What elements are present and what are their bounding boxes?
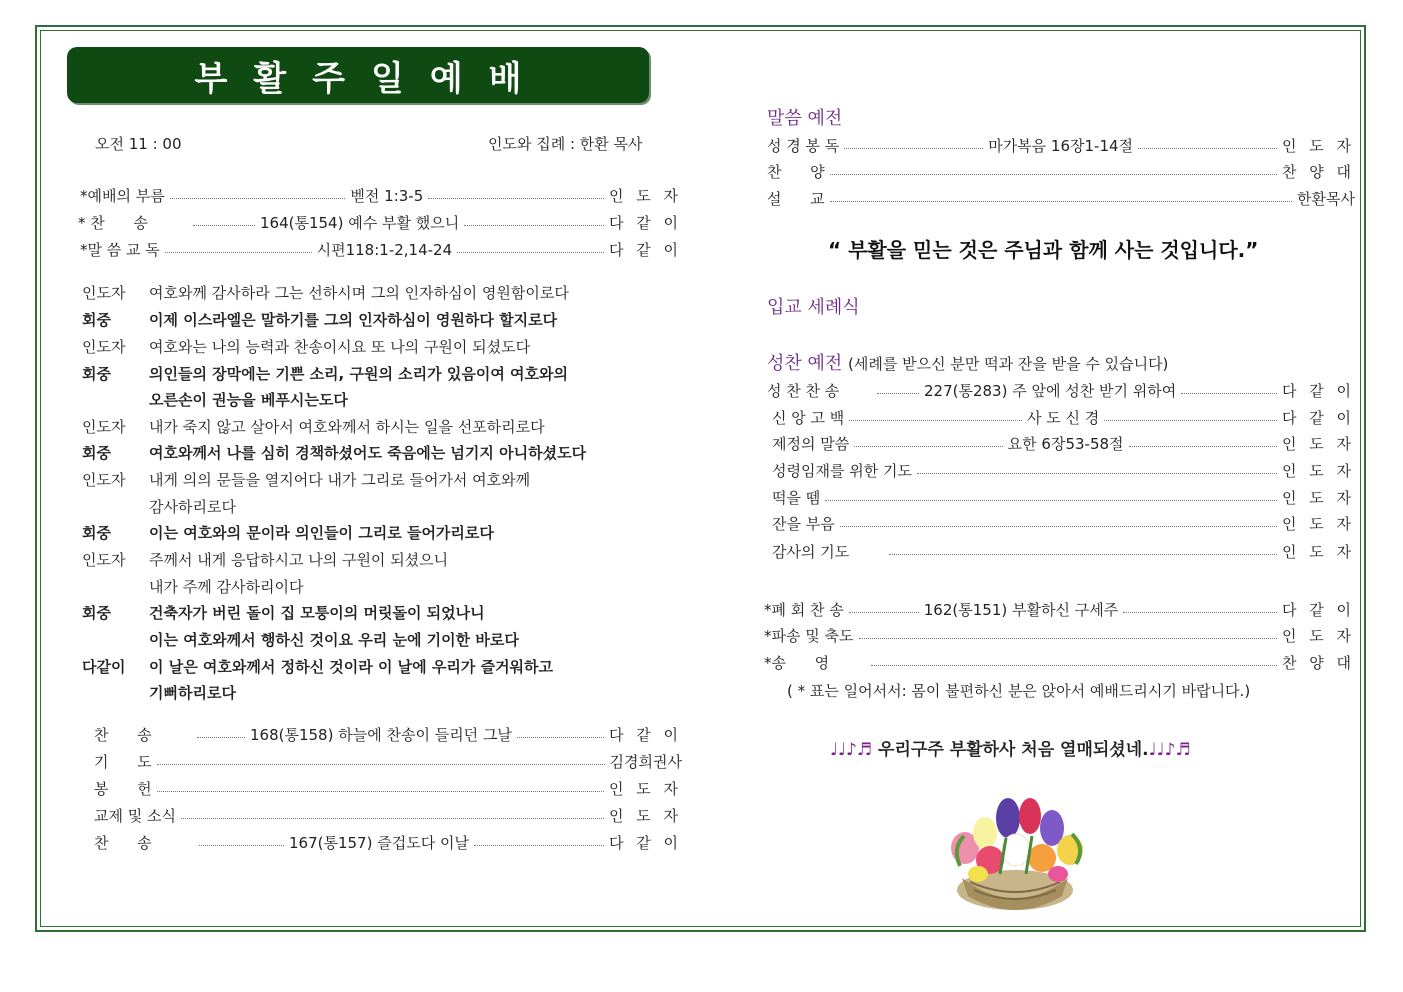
- dot-leader: [840, 526, 1277, 527]
- order-row-doxology: [764, 653, 1355, 673]
- order-detail: 162(통151) 부활하신 구세주: [923, 601, 1119, 619]
- order-row-hymn: [78, 213, 682, 233]
- reading-line: 이는 여호와께서 행하신 것이요 우리 눈에 기이한 바로다: [149, 631, 519, 649]
- service-leader: 인도와 집례 : 한환 목사: [488, 135, 643, 153]
- title-banner: [67, 47, 649, 103]
- order-role: 다 같 이: [1281, 382, 1355, 400]
- order-detail: 164(통154) 예수 부활 했으니: [260, 214, 460, 232]
- order-row-call-to-worship: [80, 186, 682, 206]
- order-row-hymn-2: [94, 725, 682, 745]
- dot-leader: [517, 737, 604, 738]
- page-title: 부활주일예배: [194, 58, 548, 99]
- order-role: 인 도 자: [608, 807, 682, 825]
- dot-leader: [1104, 420, 1277, 421]
- reading-line: 의인들의 장막에는 기쁜 소리, 구원의 소리가 있음이여 여호와의: [149, 365, 568, 383]
- order-label: 떡을 뗌: [772, 489, 821, 507]
- reading-speaker: 인도자: [82, 551, 126, 569]
- order-role: 찬 양 대: [1281, 163, 1355, 181]
- order-role: 인 도 자: [608, 187, 682, 205]
- order-label: 성령임재를 위한 기도: [772, 462, 912, 480]
- reading-line: 이제 이스라엘은 말하기를 그의 인자하심이 영원하다 할지로다: [149, 311, 558, 329]
- dot-leader: [428, 198, 604, 199]
- dot-leader: [170, 198, 346, 199]
- order-detail: 227(통283) 주 앞에 성찬 받기 위하여: [924, 382, 1177, 400]
- order-detail: 168(통158) 하늘에 찬송이 들리던 그날: [250, 726, 512, 744]
- order-row-responsive-reading: [80, 240, 682, 260]
- dot-leader: [1123, 612, 1277, 613]
- dot-leader: [457, 252, 604, 253]
- dot-leader: [830, 201, 1292, 202]
- order-row-offering: [94, 779, 682, 799]
- reading-speaker: 회중: [82, 311, 111, 329]
- order-label: 찬 송: [94, 726, 152, 744]
- dot-leader: [844, 148, 983, 149]
- order-label: 찬 양: [767, 163, 825, 181]
- order-role: 인 도 자: [1281, 627, 1355, 645]
- order-detail: 167(통157) 즐겁도다 이날: [289, 834, 469, 852]
- order-role: 인 도 자: [1281, 543, 1355, 561]
- reading-speaker: 회중: [82, 444, 111, 462]
- order-detail: 시편118:1-2,14-24: [316, 241, 453, 259]
- dot-leader: [917, 473, 1277, 474]
- order-label: 설 교: [767, 190, 825, 208]
- dot-leader: [464, 225, 604, 226]
- order-role: 다 같 이: [1281, 601, 1355, 619]
- reading-line: 내가 죽지 않고 살아서 여호와께서 하시는 일을 선포하리로다: [149, 418, 545, 436]
- reading-line: 기뻐하리로다: [149, 684, 236, 702]
- dot-leader: [877, 393, 919, 394]
- order-label: 감사의 기도: [772, 543, 850, 561]
- section-title-baptism: 입교 세례식: [767, 297, 860, 318]
- order-row-benediction: [764, 626, 1355, 646]
- order-role: 인 도 자: [1281, 515, 1355, 533]
- order-label: 찬 송: [94, 834, 152, 852]
- reading-line: 주께서 내게 응답하시고 나의 구원이 되셨으니: [149, 551, 449, 569]
- order-label: *예배의 부름: [80, 187, 165, 205]
- order-row-closing-hymn: [764, 600, 1355, 620]
- order-row-thanksgiving: [772, 542, 1355, 562]
- order-role: 인 도 자: [608, 780, 682, 798]
- order-detail: 요한 6장53-58절: [1007, 435, 1124, 453]
- order-label: 봉 헌: [94, 780, 152, 798]
- order-label: * 찬 송: [78, 214, 148, 232]
- service-time: 오전 11 : 00: [95, 135, 182, 153]
- order-role: 다 같 이: [608, 214, 682, 232]
- order-label: 교제 및 소식: [94, 807, 176, 825]
- standing-note: ( * 표는 일어서서: 몸이 불편하신 분은 앉아서 예배드리시기 바랍니다.): [787, 682, 1251, 700]
- order-role: 다 같 이: [608, 834, 682, 852]
- dot-leader: [181, 818, 604, 819]
- reading-speaker: 인도자: [82, 284, 126, 302]
- dot-leader: [871, 665, 1277, 666]
- dot-leader: [825, 500, 1277, 501]
- section-title-word: 말씀 예전: [767, 108, 843, 129]
- dot-leader: [165, 252, 312, 253]
- reading-line: 여호와는 나의 능력과 찬송이시요 또 나의 구원이 되셨도다: [149, 338, 531, 356]
- order-label: *파송 및 축도: [764, 627, 854, 645]
- reading-speaker: 회중: [82, 365, 111, 383]
- dot-leader: [157, 764, 605, 765]
- dot-leader: [889, 554, 1277, 555]
- order-row-epiclesis: [772, 461, 1355, 481]
- dot-leader: [849, 612, 919, 613]
- music-notes-icon: ♩♩♪♬: [830, 740, 873, 760]
- order-row-creed: [772, 408, 1355, 428]
- dot-leader: [1138, 148, 1277, 149]
- flower-basket-illustration: [930, 778, 1100, 913]
- dot-leader: [849, 420, 1022, 421]
- reading-speaker: 회중: [82, 604, 111, 622]
- order-role: 인 도 자: [1281, 489, 1355, 507]
- dot-leader: [859, 638, 1277, 639]
- dot-leader: [830, 174, 1277, 175]
- reading-speaker: 회중: [82, 524, 111, 542]
- closing-hymn-line: [830, 735, 1191, 760]
- sermon-quote: “ 부활을 믿는 것은 주님과 함께 사는 것입니다.”: [828, 238, 1259, 262]
- communion-subtitle: (세례를 받으신 분만 떡과 잔을 받을 수 있습니다): [848, 355, 1169, 373]
- order-label: 기 도: [94, 753, 152, 771]
- order-row-choir: [767, 162, 1355, 182]
- order-label: *송 영: [764, 654, 830, 672]
- order-label: 잔을 부음: [772, 515, 835, 533]
- order-detail: 벧전 1:3-5: [350, 187, 424, 205]
- order-role: 다 같 이: [608, 726, 682, 744]
- reading-line: 감사하리로다: [149, 498, 236, 516]
- order-role: 김경희권사: [609, 753, 682, 771]
- reading-line: 여호와께 감사하라 그는 선하시며 그의 인자하심이 영원함이로다: [149, 284, 569, 302]
- order-detail: 사 도 신 경: [1027, 409, 1100, 427]
- dot-leader: [157, 791, 604, 792]
- reading-speaker: 인도자: [82, 418, 126, 436]
- reading-line: 건축자가 버린 돌이 집 모퉁이의 머릿돌이 되었나니: [149, 604, 485, 622]
- dot-leader: [193, 225, 255, 226]
- reading-line: 내가 주께 감사하리이다: [149, 578, 304, 596]
- dot-leader: [474, 845, 604, 846]
- order-row-pouring-cup: [772, 514, 1355, 534]
- order-role: 인 도 자: [1281, 462, 1355, 480]
- communion-title: 성찬 예전: [767, 353, 843, 374]
- reading-line: 오른손이 권능을 베푸시는도다: [149, 391, 348, 409]
- order-label: 신 앙 고 백: [772, 409, 845, 427]
- reading-speaker: 인도자: [82, 338, 126, 356]
- reading-line: 내게 의의 문들을 열지어다 내가 그리로 들어가서 여호와께: [149, 471, 531, 489]
- order-role: 다 같 이: [1282, 409, 1356, 427]
- music-notes-icon: ♩♩♪♬: [1148, 740, 1191, 760]
- order-row-prayer: [94, 752, 682, 772]
- reading-speaker: 인도자: [82, 471, 126, 489]
- order-label: 성 찬 찬 송: [767, 382, 840, 400]
- order-role: 찬 양 대: [1281, 654, 1355, 672]
- reading-line: 이 날은 여호와께서 정하신 것이라 이 날에 우리가 즐거워하고: [149, 658, 554, 676]
- reading-speaker: 다같이: [82, 658, 126, 676]
- order-row-communion-hymn: [767, 381, 1355, 401]
- reading-line: 여호와께서 나를 심히 경책하셨어도 죽음에는 넘기지 아니하셨도다: [149, 444, 587, 462]
- order-role: 한환목사: [1297, 190, 1355, 208]
- order-row-announcements: [94, 806, 682, 826]
- section-title-communion: [767, 353, 1168, 375]
- reading-line: 이는 여호와의 문이라 의인들이 그리로 들어가리로다: [149, 524, 494, 542]
- order-label: *폐 회 찬 송: [764, 601, 844, 619]
- order-role: 인 도 자: [1281, 137, 1355, 155]
- order-row-hymn-3: [94, 833, 682, 853]
- dot-leader: [1129, 446, 1277, 447]
- order-role: 다 같 이: [608, 241, 682, 259]
- order-row-scripture: [767, 136, 1355, 156]
- order-row-breaking-bread: [772, 488, 1355, 508]
- order-row-institution: [772, 434, 1355, 454]
- order-label: 성 경 봉 독: [767, 137, 840, 155]
- dot-leader: [854, 446, 1002, 447]
- order-role: 인 도 자: [1281, 435, 1355, 453]
- dot-leader: [197, 737, 245, 738]
- order-row-sermon: [767, 189, 1355, 209]
- dot-leader: [199, 845, 284, 846]
- order-label: *말 씀 교 독: [80, 241, 160, 259]
- dot-leader: [1181, 393, 1277, 394]
- order-detail: 마가복음 16장1-14절: [988, 137, 1134, 155]
- order-label: 제정의 말씀: [772, 435, 850, 453]
- hymn-lyric: 우리구주 부활하사 처음 열매되셨네.: [872, 740, 1149, 760]
